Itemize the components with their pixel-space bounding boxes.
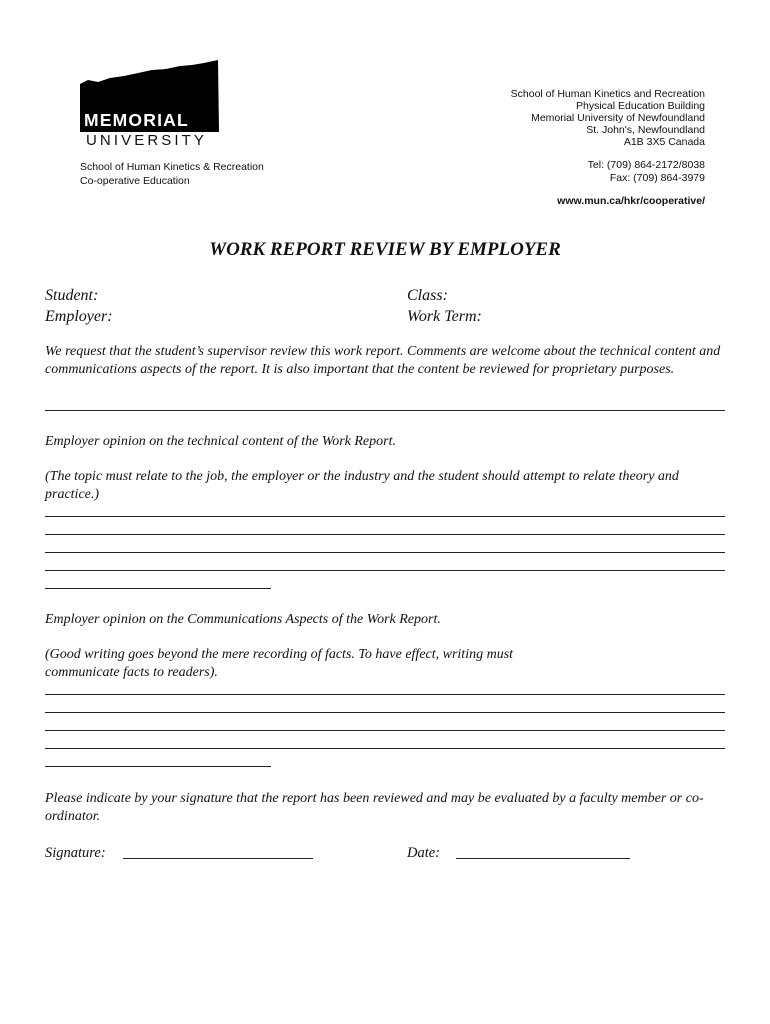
communications-answer-line-1[interactable] xyxy=(45,694,725,695)
department-line-1: School of Human Kinetics & Recreation xyxy=(80,161,264,173)
intro-paragraph: We request that the student’s supervisor review this work report. Comments are welcome about the technical content and communications aspects of the report. It is also important that the content be reviewed for proprietary purposes. xyxy=(45,344,721,377)
address-line-4: St. John's, Newfoundland xyxy=(586,124,705,136)
separator-line xyxy=(45,410,725,411)
department-line-2: Co-operative Education xyxy=(80,174,190,187)
technical-answer-line-2[interactable] xyxy=(45,534,725,535)
employer-label: Employer: xyxy=(45,308,113,325)
website-link[interactable]: www.mun.ca/hkr/cooperative/ xyxy=(557,195,705,207)
work-term-label: Work Term: xyxy=(407,308,482,325)
telephone: Tel: (709) 864-2172/8038 xyxy=(587,159,705,171)
communications-heading: Employer opinion on the Communications Aspects of the Work Report. xyxy=(45,612,441,627)
page-title: WORK REPORT REVIEW BY EMPLOYER xyxy=(209,239,561,260)
technical-heading: Employer opinion on the technical content of the Work Report. xyxy=(45,434,396,449)
address-line-5: A1B 3X5 Canada xyxy=(623,136,705,148)
signature-label: Signature: xyxy=(45,845,106,861)
student-label: Student: xyxy=(45,287,99,304)
university-logo xyxy=(80,60,222,152)
date-line[interactable] xyxy=(456,858,630,859)
address-line-3: Memorial University of Newfoundland xyxy=(531,112,705,124)
communications-note-line-1: (Good writing goes beyond the mere recording of facts. To have effect, writing must xyxy=(45,647,514,662)
communications-note-line-2: communicate facts to readers). xyxy=(45,665,218,680)
communications-answer-line-3[interactable] xyxy=(45,730,725,731)
department-block xyxy=(80,161,264,188)
class-label: Class: xyxy=(407,287,448,304)
logo-word-memorial: MEMORIAL xyxy=(84,110,189,130)
technical-answer-line-5[interactable] xyxy=(45,588,271,589)
communications-answer-line-5[interactable] xyxy=(45,766,271,767)
signature-instructions: Please indicate by your signature that the report has been reviewed and may be evaluated by a faculty member or co-ordinator. xyxy=(45,791,704,824)
communications-answer-line-4[interactable] xyxy=(45,748,725,749)
address-line-2: Physical Education Building xyxy=(576,100,705,112)
logo-word-university: UNIVERSITY xyxy=(86,132,208,149)
date-label: Date: xyxy=(407,845,441,861)
signature-line[interactable] xyxy=(123,858,313,859)
technical-answer-line-4[interactable] xyxy=(45,570,725,571)
technical-note: (The topic must relate to the job, the employer or the industry and the student should attempt to relate theory and practice.) xyxy=(45,469,679,502)
address-line-1: School of Human Kinetics and Recreation xyxy=(510,88,705,100)
fax: Fax: (709) 864-3979 xyxy=(609,172,705,184)
technical-answer-line-1[interactable] xyxy=(45,516,725,517)
address-block xyxy=(511,88,705,148)
communications-answer-line-2[interactable] xyxy=(45,712,725,713)
contact-block xyxy=(588,159,705,185)
technical-answer-line-3[interactable] xyxy=(45,552,725,553)
